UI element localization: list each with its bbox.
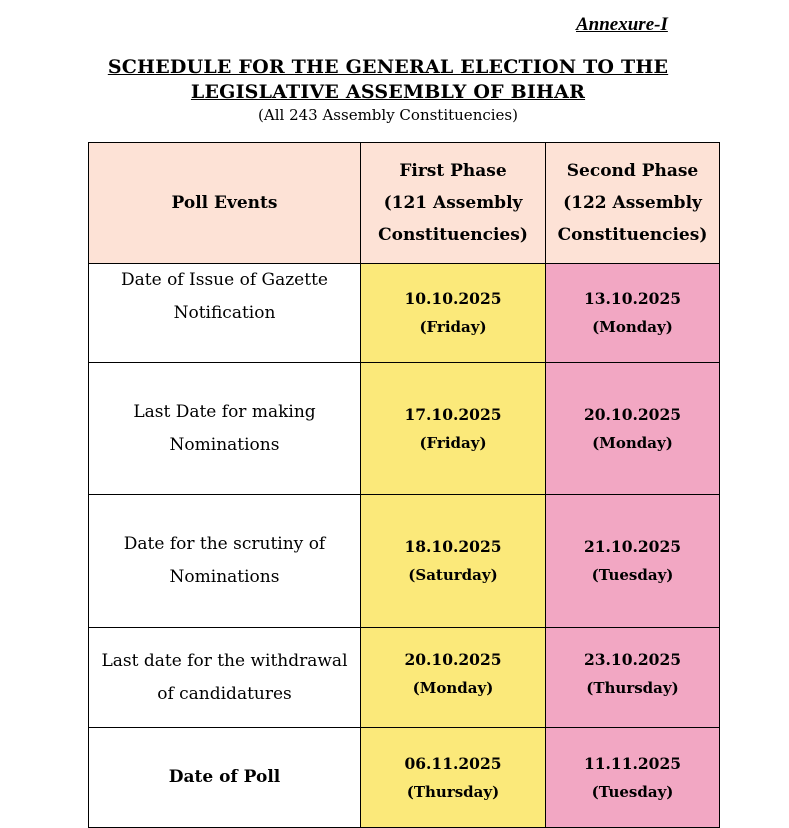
event-label-line-2: of candidatures — [157, 683, 292, 704]
event-label-line-1: Last date for the withdrawal — [101, 650, 348, 671]
second-phase-day: (Monday) — [592, 318, 673, 336]
second-phase-day: (Thursday) — [586, 679, 679, 697]
header-first-phase-count: (121 Assembly — [383, 193, 523, 213]
header-first-phase-unit: Constituencies) — [378, 225, 528, 245]
event-label-line-1: Date for the scrutiny of — [123, 534, 326, 554]
table-row — [89, 363, 720, 495]
second-phase-date: 20.10.2025 — [583, 404, 682, 424]
event-withdrawal-candidatures — [89, 628, 361, 728]
table-row — [89, 495, 720, 628]
title-line-2: LEGISLATIVE ASSEMBLY OF BIHAR — [190, 81, 586, 103]
second-phase-date-cell — [546, 728, 720, 828]
event-label-line-1: Last Date for making — [133, 401, 316, 422]
event-label-line-1: Date of Issue of Gazette — [121, 270, 328, 290]
second-phase-date: 21.10.2025 — [583, 537, 682, 556]
document-subtitle: (All 243 Assembly Constituencies) — [258, 106, 518, 124]
event-gazette-notification — [89, 264, 361, 363]
title-line-1: SCHEDULE FOR THE GENERAL ELECTION TO THE — [107, 56, 669, 78]
second-phase-day: (Monday) — [592, 433, 673, 452]
header-first-phase — [361, 143, 546, 264]
event-scrutiny-nominations — [89, 495, 361, 628]
second-phase-date-cell — [546, 495, 720, 628]
event-label-line-2: Nominations — [169, 567, 280, 587]
second-phase-date-cell — [546, 264, 720, 363]
header-second-phase-unit: Constituencies) — [557, 225, 708, 245]
event-label-line-1: Date of Poll — [168, 767, 281, 787]
first-phase-date-cell — [361, 628, 546, 728]
first-phase-date: 17.10.2025 — [404, 404, 502, 424]
second-phase-day: (Tuesday) — [591, 566, 674, 584]
header-first-phase-title: First Phase — [399, 161, 507, 181]
second-phase-date: 23.10.2025 — [583, 650, 682, 669]
table-header-row — [89, 143, 720, 264]
event-label-line-2: Notification — [173, 303, 276, 323]
second-phase-day: (Tuesday) — [591, 782, 674, 801]
second-phase-date-cell — [546, 363, 720, 495]
first-phase-day: (Friday) — [419, 433, 487, 452]
second-phase-date: 11.11.2025 — [583, 753, 682, 773]
first-phase-date: 10.10.2025 — [404, 289, 502, 308]
header-second-phase-count: (122 Assembly — [563, 193, 702, 213]
table-row — [89, 628, 720, 728]
first-phase-date-cell — [361, 728, 546, 828]
header-second-phase-title: Second Phase — [566, 161, 699, 181]
table-row — [89, 728, 720, 828]
first-phase-day: (Saturday) — [408, 566, 498, 584]
annexure-label: Annexure-I — [576, 14, 668, 35]
first-phase-date-cell — [361, 495, 546, 628]
first-phase-date: 18.10.2025 — [404, 537, 502, 556]
election-schedule-table — [88, 142, 720, 828]
header-second-phase — [546, 143, 720, 264]
header-poll-events-label: Poll Events — [171, 193, 278, 213]
event-label-line-2: Nominations — [169, 434, 280, 455]
first-phase-date: 20.10.2025 — [404, 650, 502, 669]
first-phase-date: 06.11.2025 — [404, 753, 502, 773]
first-phase-date-cell — [361, 363, 546, 495]
first-phase-date-cell — [361, 264, 546, 363]
header-poll-events — [89, 143, 361, 264]
event-last-date-nominations — [89, 363, 361, 495]
first-phase-day: (Friday) — [419, 318, 487, 336]
document-title — [80, 55, 696, 105]
first-phase-day: (Thursday) — [406, 782, 500, 801]
second-phase-date: 13.10.2025 — [583, 289, 682, 308]
event-date-of-poll — [89, 728, 361, 828]
table-row — [89, 264, 720, 363]
second-phase-date-cell — [546, 628, 720, 728]
first-phase-day: (Monday) — [412, 679, 494, 697]
